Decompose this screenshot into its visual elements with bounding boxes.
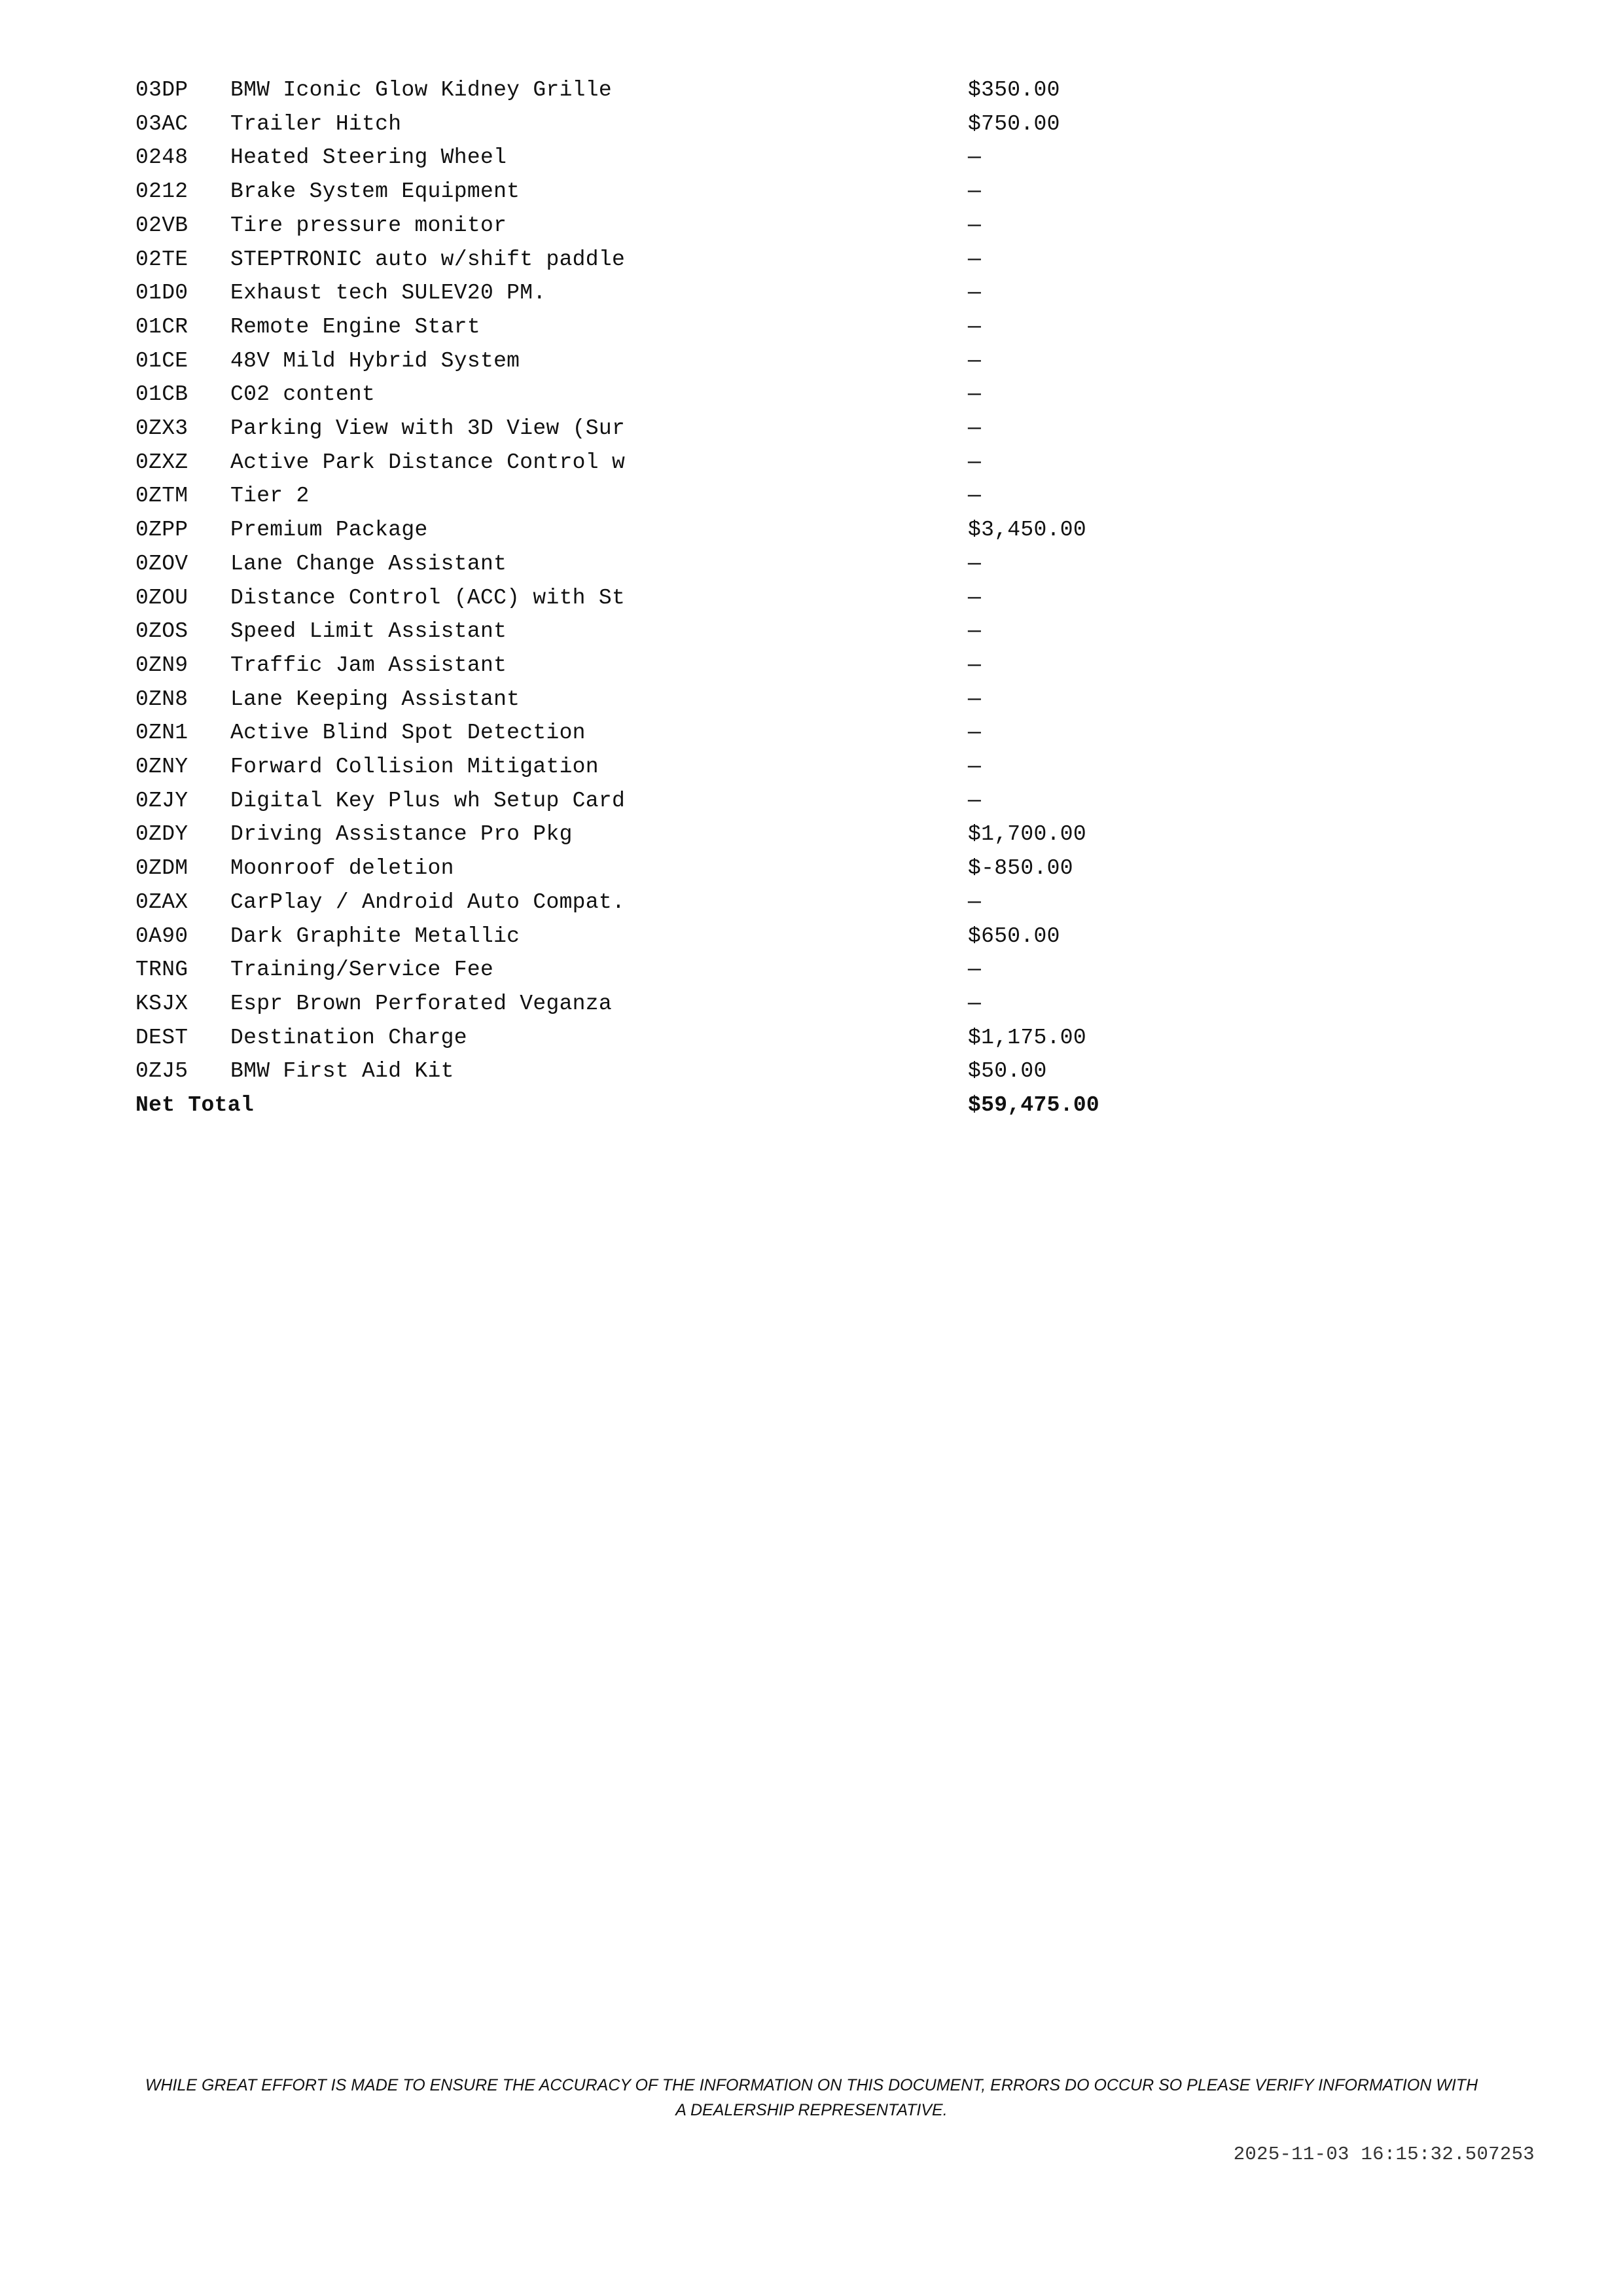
option-row [135,141,1183,175]
option-description: Moonroof deletion [230,856,454,881]
option-description: STEPTRONIC auto w/shift paddle [230,247,626,272]
option-price: — [968,382,982,407]
option-price: $750.00 [968,111,1060,136]
option-description: Driving Assistance Pro Pkg [230,822,573,847]
option-row [135,852,1183,886]
option-row [135,1054,1183,1088]
option-code: 0ZOS [135,619,188,644]
option-price: — [968,314,982,339]
option-description: Dark Graphite Metallic [230,924,520,948]
option-row [135,175,1183,209]
option-code: 01D0 [135,281,188,306]
option-code: 0ZN9 [135,653,188,677]
option-row [135,886,1183,920]
option-description: Traffic Jam Assistant [230,653,507,677]
option-price: — [968,721,982,745]
option-row [135,581,1183,615]
option-description: Speed Limit Assistant [230,619,507,644]
option-row [135,1021,1183,1055]
option-row [135,479,1183,513]
timestamp: 2025-11-03 16:15:32.507253 [1233,2144,1535,2165]
net-total-row [135,1088,1183,1122]
option-code: 0ZNY [135,755,188,780]
option-row [135,750,1183,784]
options-table-body [135,73,1183,1088]
option-description: Heated Steering Wheel [230,145,507,170]
options-table [135,73,1183,1122]
option-description: Exhaust tech SULEV20 PM. [230,281,546,306]
option-price: — [968,247,982,272]
option-price: $1,700.00 [968,822,1086,847]
option-description: Forward Collision Mitigation [230,755,599,780]
option-code: TRNG [135,958,188,982]
option-description: Espr Brown Perforated Veganza [230,991,612,1016]
option-description: Active Blind Spot Detection [230,721,586,745]
option-row [135,615,1183,649]
option-description: Premium Package [230,518,428,543]
option-row [135,73,1183,107]
option-price: — [968,179,982,204]
option-row [135,276,1183,310]
option-code: 03AC [135,111,188,136]
option-row [135,683,1183,717]
option-description: Tier 2 [230,484,310,509]
option-code: 0A90 [135,924,188,948]
option-price: $3,450.00 [968,518,1086,543]
option-code: 0ZOU [135,585,188,610]
option-row [135,107,1183,141]
option-description: Training/Service Fee [230,958,494,982]
option-row [135,953,1183,987]
option-code: KSJX [135,991,188,1016]
option-price: $-850.00 [968,856,1073,881]
option-code: 0ZDM [135,856,188,881]
option-description: Parking View with 3D View (Sur [230,416,626,441]
option-code: 0ZN8 [135,687,188,711]
option-description: Lane Change Assistant [230,551,507,576]
option-description: Remote Engine Start [230,314,480,339]
option-description: CarPlay / Android Auto Compat. [230,889,626,914]
option-code: 0ZJY [135,788,188,813]
option-price: — [968,958,982,982]
option-description: Lane Keeping Assistant [230,687,520,711]
option-row [135,243,1183,277]
option-description: Active Park Distance Control w [230,450,626,475]
option-price: — [968,484,982,509]
option-row [135,412,1183,446]
option-code: 0ZOV [135,551,188,576]
option-price: — [968,281,982,306]
option-row [135,817,1183,852]
net-total-value: $59,475.00 [968,1093,1100,1118]
option-price: — [968,889,982,914]
option-row [135,209,1183,243]
option-price: $50.00 [968,1059,1047,1084]
option-code: 0248 [135,145,188,170]
option-price: — [968,687,982,711]
option-description: Brake System Equipment [230,179,520,204]
option-code: 0ZTM [135,484,188,509]
option-price: — [968,416,982,441]
option-description: Destination Charge [230,1025,467,1050]
option-row [135,378,1183,412]
option-code: 0ZPP [135,518,188,543]
option-row [135,547,1183,581]
option-code: 0ZAX [135,889,188,914]
option-price: — [968,348,982,373]
option-code: DEST [135,1025,188,1050]
option-price: — [968,145,982,170]
option-code: 0ZXZ [135,450,188,475]
option-description: Distance Control (ACC) with St [230,585,626,610]
option-row [135,513,1183,547]
option-description: C02 content [230,382,376,407]
option-code: 02VB [135,213,188,238]
option-row [135,920,1183,954]
option-code: 01CB [135,382,188,407]
option-row [135,784,1183,818]
option-price: — [968,450,982,475]
option-row [135,446,1183,480]
option-price: $650.00 [968,924,1060,948]
disclaimer-text: WHILE GREAT EFFORT IS MADE TO ENSURE THE ACCURACY OF THE INFORMATION ON THIS DOCUMENT, ERRORS DO OCCUR SO PLEASE VERIFY INFORMATION WITH A DEALERSHIP REPRESENTATIVE. [145,2076,1478,2119]
option-row [135,344,1183,378]
option-code: 0ZX3 [135,416,188,441]
option-price: — [968,551,982,576]
option-price: — [968,755,982,780]
option-code: 01CE [135,348,188,373]
option-price: $1,175.00 [968,1025,1086,1050]
option-price: — [968,653,982,677]
option-row [135,649,1183,683]
option-description: BMW First Aid Kit [230,1059,454,1084]
option-description: 48V Mild Hybrid System [230,348,520,373]
option-row [135,716,1183,750]
option-code: 0ZDY [135,822,188,847]
net-total-label: Net Total [135,1093,254,1118]
option-code: 0212 [135,179,188,204]
option-price: — [968,213,982,238]
option-code: 02TE [135,247,188,272]
option-description: Tire pressure monitor [230,213,507,238]
option-price: — [968,788,982,813]
option-price: — [968,585,982,610]
option-code: 0ZN1 [135,721,188,745]
option-description: Digital Key Plus wh Setup Card [230,788,626,813]
option-row [135,310,1183,344]
option-row [135,987,1183,1021]
option-price: $350.00 [968,78,1060,102]
option-price: — [968,991,982,1016]
option-code: 0ZJ5 [135,1059,188,1084]
option-code: 03DP [135,78,188,102]
option-price: — [968,619,982,644]
option-description: BMW Iconic Glow Kidney Grille [230,78,612,102]
option-code: 01CR [135,314,188,339]
option-description: Trailer Hitch [230,111,402,136]
